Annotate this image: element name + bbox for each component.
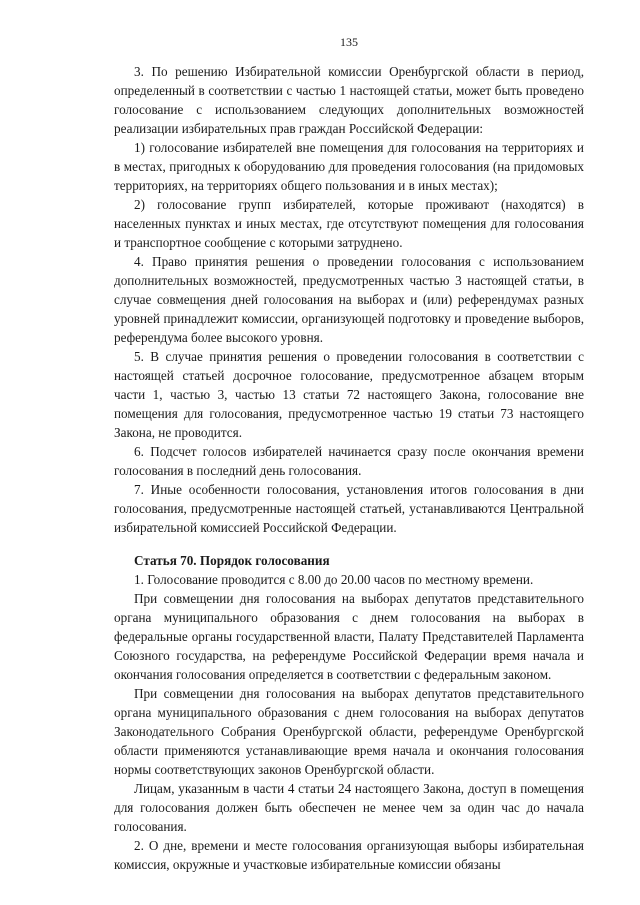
- paragraph-part-3: 3. По решению Избирательной комиссии Оренбургской области в период, определенный в соответствии с частью 1 настоящей статьи, может быть проведено голосование с использованием следующих дополнительных возможностей реализации избирательных прав граждан Российской Федерации:: [114, 64, 584, 136]
- paragraph-article-70-part-2: 2. О дне, времени и месте голосования организующая выборы избирательная комиссия, окружные и участковые избирательные комиссии обязаны: [114, 838, 584, 872]
- article-heading: Статья 70. Порядок голосования: [134, 553, 330, 568]
- paragraph-part-4: 4. Право принятия решения о проведении голосования с использованием дополнительных возможностей, предусмотренных частью 3 настоящей статьи, в случае совмещения дней голосования на выборах и (или) референдумах разных уровней принадлежит комиссии, организующей подготовку и проведение выборов, референдума более высокого уровня.: [114, 254, 584, 345]
- paragraph-item-1: 1) голосование избирателей вне помещения для голосования на территориях и в местах, пригодных к оборудованию для проведения голосования (на придомовых территориях, на территориях общего пользования и в иных местах);: [114, 140, 584, 193]
- paragraph-part-7: 7. Иные особенности голосования, установления итогов голосования в дни голосования, предусмотренные настоящей статьей, устанавливаются Центральной избирательной комиссией Российской Федерации.: [114, 482, 584, 535]
- paragraph-item-2: 2) голосование групп избирателей, которые проживают (находятся) в населенных пунктах и иных местах, где отсутствуют помещения для голосования и транспортное сообщение с которыми затруднено.: [114, 197, 584, 250]
- paragraph-article-70-part-1: 1. Голосование проводится с 8.00 до 20.00 часов по местному времени.: [134, 572, 534, 587]
- paragraph-part-6: 6. Подсчет голосов избирателей начинается сразу после окончания времени голосования в последний день голосования.: [114, 444, 584, 478]
- paragraph-part-5: 5. В случае принятия решения о проведении голосования в соответствии с настоящей статьей досрочное голосование, предусмотренное абзацем вторым части 1, частью 3, частью 13 статьи 72 настоящего Закона, голосование вне помещения для голосования, предусмотренное частью 19 статьи 73 настоящего Закона, не проводится.: [114, 349, 584, 440]
- paragraph-regional-combination: При совмещении дня голосования на выборах депутатов представительного органа муниципального образования с днем голосования на выборах депутатов Законодательного Собрания Оренбургской области, референдуме Оренбургской области применяются устанавливающие время начала и окончания голосования нормы соответствующих законов Оренбургской области.: [114, 686, 584, 777]
- page-number: 135: [340, 35, 358, 49]
- paragraph-access: Лицам, указанным в части 4 статьи 24 настоящего Закона, доступ в помещения для голосования должен быть обеспечен не менее чем за один час до начала голосования.: [114, 781, 584, 834]
- document-page: [114, 34, 584, 874]
- paragraph-federal-combination: При совмещении дня голосования на выборах депутатов представительного органа муниципального образования с днем голосования на выборах в федеральные органы государственной власти, Палату Представителей Парламента Союзного государства, на референдуме Российской Федерации время начала и окончания голосования определяется в соответствии с федеральным законом.: [114, 591, 584, 682]
